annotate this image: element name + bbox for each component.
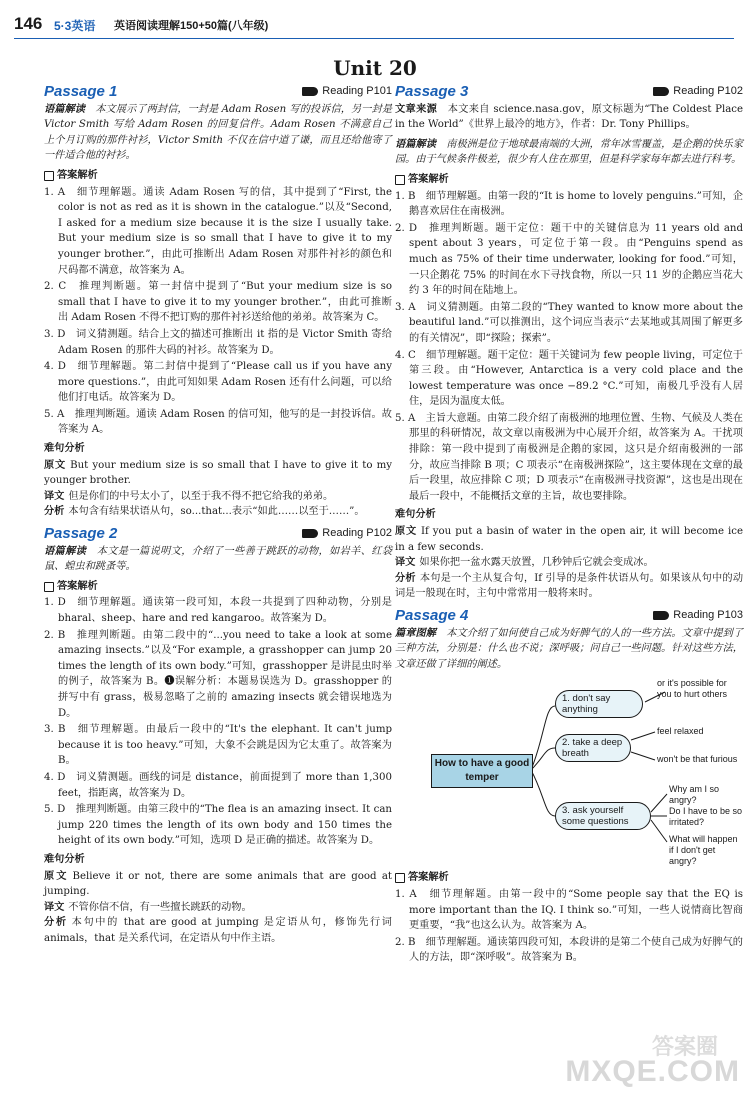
answer-item: 4. D 细节理解题。第二封信中提到了“Please call us if you have any more questions.”，由此可知如果 Adam Rosen 还有什么问题，可以给他们打电话。故答案为 D。 [44, 361, 392, 404]
passage-1-ref [302, 84, 392, 100]
answers-heading [395, 870, 743, 886]
answers-heading-text: 答案解析 [57, 580, 98, 592]
mind-map-node: 2. take a deep breath [555, 734, 631, 762]
intro-text: 本文是一篇说明文，介绍了一些善于跳跃的动物，如岩羊、红袋鼠、蝗虫和跳蚤等。 [44, 545, 393, 573]
label: 译文 [44, 901, 65, 913]
analysis [44, 504, 392, 520]
passage-2-ref-text: Reading P102 [322, 527, 392, 540]
right-column [395, 82, 743, 967]
analysis [44, 915, 392, 946]
passage-4-title: Passage 4 [395, 607, 469, 624]
left-column [44, 82, 392, 946]
value: Believe it or not, there are some animals that are good at jumping. [44, 870, 393, 898]
translation [44, 489, 392, 505]
intro-tag: 篇章图解 [395, 627, 436, 639]
answer-item: 1. B 细节理解题。由第一段的“It is home to lovely penguins.”可知，企鹅喜欢居住在南极洲。 [395, 190, 743, 218]
value: 但是你们的中号太小了，以至于我不得不把它给我的弟弟。 [68, 490, 334, 502]
label: 分析 [44, 506, 65, 518]
difficult-sentence-heading: 难句分析 [395, 509, 436, 521]
passage-4-header [395, 608, 743, 624]
answer-item: 1. D 细节理解题。通读第一段可知，本段一共提到了四种动物，分别是 bharal、sheep、hare and red kangaroo。故答案为 D。 [44, 597, 392, 624]
pointing-hand-icon [653, 611, 669, 620]
watermark: MXQE.COM [565, 1055, 740, 1088]
answers-heading [44, 168, 392, 184]
translation [395, 555, 743, 571]
passage-3-source [395, 102, 743, 133]
passage-2-header [44, 526, 392, 542]
answer-item: 3. A 词义猜测题。由第二段的“They wanted to know more about the beautiful land.”可以推测出，这个词应当表示“去某地或其周围了解更多的有关情况”，即“探险；探索”。 [395, 301, 743, 344]
mind-map-center: How to have a good temper [431, 754, 533, 788]
mind-map-leaf: Do I have to be so irritated? [669, 806, 743, 828]
passage-4-intro [395, 626, 743, 673]
book-title: 英语阅读理解150+50篇(八年级) [114, 20, 269, 32]
intro-text: 本文介绍了如何使自己成为好脾气的人的一些方法。文章中提到了三种方法，分别是：什么也不说；深呼吸；问自己一些问题。针对这些方法，文章还做了详细的阐述。 [395, 627, 744, 670]
label: 分析 [395, 572, 416, 584]
answers-heading-text: 答案解析 [408, 173, 449, 185]
answer-item: 4. D 词义猜测题。画线的词是 distance，前面提到了 more than 1,300 feet，指距离，故答案为 D。 [44, 771, 392, 799]
answer-item: 2. C 推理判断题。第一封信中提到了“But your medium size is so small that I have to give it to my younger brother.”，由此可推断出 Adam Rosen 不得不把订购的那件衬衫送给他的弟弟。故答案为 C。 [44, 281, 392, 324]
answer-item: 4. C 细节理解题。题干定位：题干关键词为 few people living，可定位于第三段。由“However, Antarctica is a very cold place and the lowest temperature was once −89.2 °C.”可知，南极几乎没有人居住，是因为温度太低。 [395, 349, 743, 408]
passage-3-title: Passage 3 [395, 83, 469, 100]
passage-3-header [395, 84, 743, 100]
intro-tag: 文章来源 [395, 103, 438, 115]
translation [44, 900, 392, 916]
pointing-hand-icon [302, 87, 318, 96]
mind-map-leaf: What will happen if I don't get angry? [669, 834, 738, 867]
value: 不管你信不信，有一些擅长跳跃的动物。 [68, 901, 252, 913]
passage-3-ref-text: Reading P102 [673, 85, 743, 97]
answer-item: 1. A 细节理解题。由第一段中的“Some people say that the EQ is more important than the IQ. I think so.”可知，一些人说情商比智商更重要，“我”也这么认为。故答案为 A。 [395, 888, 743, 932]
answer-item: 2. D 推理判断题。题干定位：题干中的关键信息为 11 years old and spent about 3 years，可定位于第一段。由“Penguins spend as much as 75% of their time underwater, looking for food.”可知，一只企鹅花 75% 的时间在水下寻找食物，所以一只 11 岁的企鹅应当花大约 3 年的时间在陆地上。 [395, 222, 743, 297]
passage-4-ref-text: Reading P103 [673, 609, 743, 621]
intro-text: 南极洲是位于地球最南端的大洲，常年冰雪覆盖，是企鹅的快乐家园。由于气候条件极差，很少有人住在那里，但是科学家每年都去进行科考。 [395, 138, 744, 166]
label: 译文 [44, 490, 65, 502]
answer-item: 5. D 推理判断题。由第三段中的“The flea is an amazing insect. It can jump 220 times the length of its own body and 150 times the height of its own body.”可知，选项 D 是正确的描述。故答案为 D。 [44, 804, 392, 847]
label: 原文 [44, 870, 69, 882]
lock-icon [395, 873, 405, 883]
passage-3-intro [395, 137, 743, 168]
mind-map-leaf: or it's possible for you to hurt others [657, 678, 728, 700]
label: 原文 [395, 526, 417, 538]
lock-icon [395, 175, 405, 185]
mind-map-leaf: Why am I so angry? [669, 784, 720, 806]
passage-2-ref [302, 526, 392, 542]
answer-item: 3. D 词义猜测题。结合上文的描述可推断出 it 指的是 Victor Smith 寄给 Adam Rosen 的那件大码的衬衫。故答案为 D。 [44, 328, 392, 356]
answer-item: 1. A 细节理解题。通读 Adam Rosen 写的信，其中提到了“First, the color is not as red as it is shown in the catalogue.”以及“Second, I asked for a medium size because it is the size I usually take. But your medium size is so small that I have to give it to my younger brother.”，由此可推断出 Adam Rosen 对那件衬衫的颜色和尺码都不满意，故答案为 A。 [44, 186, 392, 276]
label: 原文 [44, 459, 67, 471]
header-rule [14, 38, 734, 39]
label: 译文 [395, 557, 416, 569]
passage-1-intro [44, 102, 392, 164]
answers-heading [44, 579, 392, 595]
answer-item: 5. A 推理判断题。通读 Adam Rosen 的信可知，他写的是一封投诉信。故答案为 A。 [44, 408, 392, 436]
page-number: 146 [14, 14, 43, 33]
series-name: 5·3英语 [54, 19, 96, 33]
answer-item: 3. B 细节理解题。由最后一段中的“It's the elephant. It can't jump because it is too heavy.”可知，大象不会跳是因为它太重了。故答案为 B。 [44, 724, 392, 767]
value: 本句中的 that are good at jumping 是定语从句，修饰先行词 animals，that 是关系代词，在定语从句中作主语。 [44, 917, 392, 944]
passage-1-header [44, 84, 392, 100]
original-sentence [44, 458, 392, 489]
mind-map-node: 1. don't say anything [555, 690, 643, 718]
intro-tag: 语篇解读 [395, 138, 436, 150]
passage-1-title: Passage 1 [44, 83, 118, 100]
passage-2-title: Passage 2 [44, 525, 118, 543]
unit-title: Unit 20 [333, 56, 417, 80]
mind-map [395, 676, 743, 866]
pointing-hand-icon [302, 529, 318, 538]
difficult-sentence-heading: 难句分析 [44, 853, 85, 865]
passage-1-ref-text: Reading P101 [322, 85, 392, 97]
answers-heading [395, 172, 743, 188]
value: But your medium size is so small that I have to give it to my younger brother. [44, 459, 392, 487]
pointing-hand-icon [653, 87, 669, 96]
analysis [395, 571, 743, 602]
answers-heading-text: 答案解析 [408, 872, 449, 884]
answers-heading-text: 答案解析 [57, 169, 98, 181]
intro-text: 本文来自 science.nasa.gov，原文标题为“The Coldest Place in the World”《世界上最冷的地方》，作者：Dr. Tony Phillips。 [395, 103, 744, 131]
intro-tag: 语篇解读 [44, 103, 86, 115]
answer-item: 5. A 主旨大意题。由第二段介绍了南极洲的地理位置、生物、气候及人类在那里的科研情况，故文章以南极洲为中心展开介绍，故答案为 A。干扰项排除：第一段中提到了南极洲是企鹅的家园，这只是介绍南极洲的一部分，故应当排除 B 项；C 项表示“在南极洲探险”，这主要体现在文章的最后一段里，故应排除 C 项；D 项表示“在南极洲寻找资源”，这也是出现在最后一段中，不能概括文章的主旨，故也要排除。 [395, 412, 743, 502]
watermark-logo: 答案圈 [651, 1034, 718, 1059]
intro-text: 本文展示了两封信，一封是 Adam Rosen 写的投诉信，另一封是 Victor Smith 写给 Adam Rosen 的回复信件。Adam Rosen 不满意自己上个月订购的那件衬衫，Victor Smith 不仅在信中道了谦，而且还给他寄了一件适合他的衬衫。 [44, 103, 393, 162]
value: 本句是一个主从复合句，If 引导的是条件状语从句。如果该从句中的动词是一般现在时，主句中常常用一般将来时。 [395, 572, 744, 600]
lock-icon [44, 582, 54, 592]
label: 分析 [44, 917, 68, 929]
value: 本句含有结果状语从句，so...that...表示“如此……以至于……”。 [68, 506, 365, 518]
answer-item: 2. B 细节理解题。通读第四段可知，本段讲的是第二个使自己成为好脾气的人的方法，即“深呼吸”。故答案为 B。 [395, 936, 743, 964]
value: 如果你把一盆水露天放置，几秒钟后它就会变成冰。 [419, 557, 654, 569]
intro-tag: 语篇解读 [44, 545, 87, 557]
value: If you put a basin of water in the open air, it will become ice in a few seconds. [395, 526, 743, 553]
lock-icon [44, 171, 54, 181]
original-sentence [395, 524, 743, 555]
mind-map-leaf: won't be that furious [657, 754, 738, 765]
answer-item: 2. B 推理判断题。由第二段中的“...you need to take a look at some amazing insects.”以及“For example, a grasshopper can jump 20 times the length of its own body.”可知，grasshopper 是讲昆虫时举的例子，故答案为 B。❶误解分析：本题易误选为 D。grasshopper 的拼写中有 grass，极易忽略了之前的 amazing insects 就会错误地选为 D。 [44, 629, 392, 719]
mind-map-leaf: feel relaxed [657, 726, 704, 737]
difficult-sentence-heading: 难句分析 [44, 443, 85, 455]
mind-map-node: 3. ask yourself some questions [555, 802, 651, 830]
passage-2-intro [44, 544, 392, 575]
passage-4-ref [653, 608, 743, 624]
original-sentence [44, 869, 392, 900]
passage-3-ref [653, 84, 743, 100]
